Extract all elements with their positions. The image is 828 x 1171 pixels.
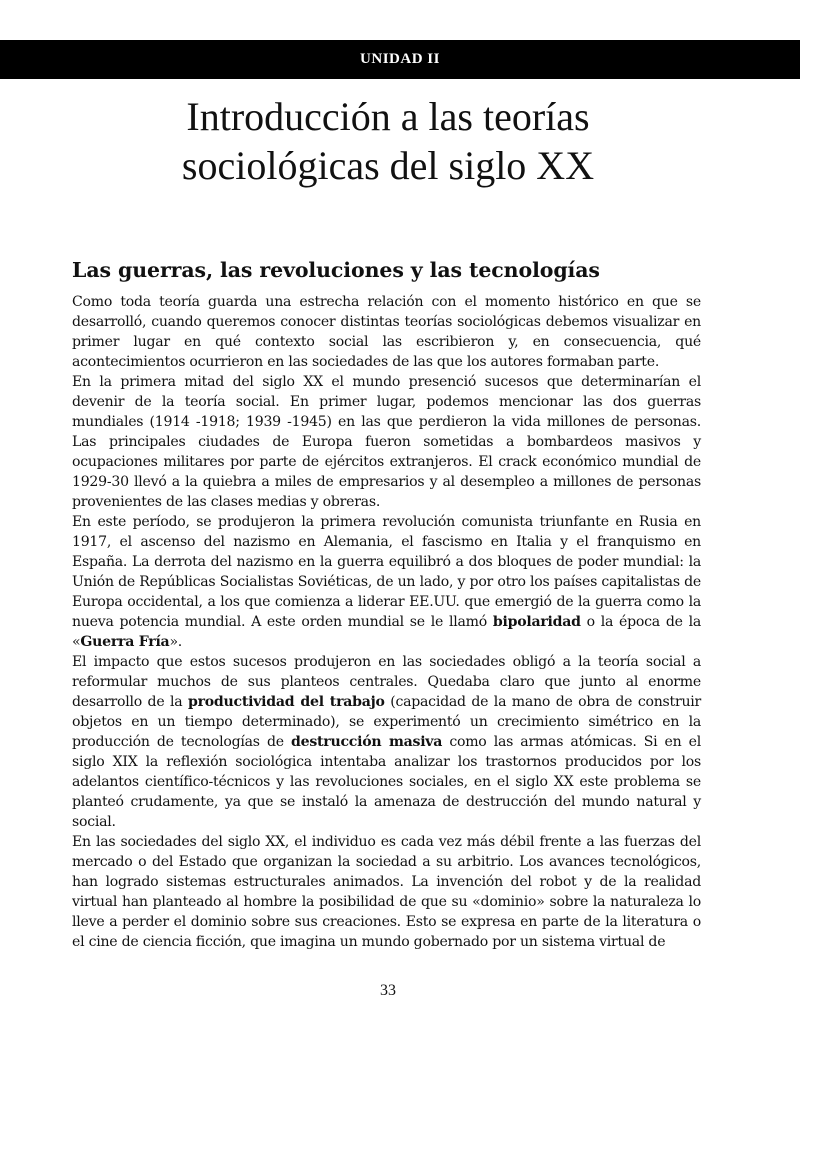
paragraph-3-text-b: o la época de la «	[72, 614, 701, 650]
page-number: 33	[380, 982, 396, 999]
paragraph-3-text-c: ».	[169, 634, 183, 650]
unit-header-bar	[0, 40, 800, 79]
paragraph-4-text-c: como las armas atómicas. Si en el siglo XIX la reflexión sociológica intentaba analizar los trastornos producidos por los adelantos científico-técnicos y las revoluciones sociales, en el siglo XX este problema se planteó crudamente, ya que se instaló la amenaza de destrucción del mundo natural y social.	[72, 734, 702, 830]
paragraph-2: En la primera mitad del siglo XX el mundo presenció sucesos que determinarían el devenir de la teoría social. En primer lugar, podemos mencionar las dos guerras mundiales (1914 -1918; 1939 -1945) en las que perdieron la vida millones de personas. Las principales ciudades de Europa fueron sometidas a bombardeos masivos y ocupaciones militares por parte de ejércitos extranjeros. El crack económico mundial de 1929-30 llevó a la quiebra a miles de empresarios y al desempleo a millones de personas provenientes de las clases medias y obreras.	[72, 374, 701, 510]
unit-label: UNIDAD II	[360, 51, 440, 67]
chapter-title-line-2: sociológicas del siglo XX	[181, 143, 595, 188]
body-text	[72, 292, 701, 952]
chapter-title	[0, 92, 776, 190]
paragraph-4-text-a: El impacto que estos sucesos produjeron en las sociedades obligó a la teoría social a reformular muchos de sus planteos centrales. Quedaba claro que junto al enorme desarrollo de la	[72, 654, 701, 710]
paragraph-4	[72, 652, 701, 832]
paragraph-5: En las sociedades del siglo XX, el individuo es cada vez más débil frente a las fuerzas del mercado o del Estado que organizan la sociedad a su arbitrio. Los avances tecnológicos, han logrado sistemas estructurales animados. La invención del robot y de la realidad virtual han planteado al hombre la posibilidad de que su «dominio» sobre la naturaleza lo lleve a perder el dominio sobre sus creaciones. Esto se expresa en parte de la literatura o el cine de ciencia ficción, que imagina un mundo gobernado por un sistema virtual de	[72, 834, 701, 950]
term-productividad-del-trabajo: productividad del trabajo	[188, 694, 385, 710]
paragraph-3-text-a: En este período, se produjeron la primera revolución comunista triunfante en Rusia en 1917, el ascenso del nazismo en Alemania, el fascismo en Italia y el franquismo en España. La derrota del nazismo en la guerra equilibró a dos bloques de poder mundial: la Unión de Repúblicas Socialistas Soviéticas, de un lado, y por otro los países capitalistas de Europa occidental, a los que comienza a liderar EE.UU. que emergió de la guerra como la nueva potencia mundial. A este orden mundial se le llamó	[72, 514, 701, 630]
term-destruccion-masiva: destrucción masiva	[291, 734, 443, 750]
term-guerra-fria: Guerra Fría	[80, 634, 170, 650]
section-heading: Las guerras, las revoluciones y las tecnologías	[72, 258, 600, 282]
paragraph-1: Como toda teoría guarda una estrecha relación con el momento histórico en que se desarrolló, cuando queremos conocer distintas teorías sociológicas debemos visualizar en primer lugar en qué contexto social las escribieron y, en consecuencia, qué acontecimientos ocurrieron en las sociedades de las que los autores formaban parte.	[72, 294, 701, 370]
paragraph-3	[72, 512, 701, 652]
chapter-title-line-1: Introducción a las teorías	[186, 94, 590, 139]
term-bipolaridad: bipolaridad	[492, 614, 581, 630]
paragraph-4-text-b: (capacidad de la mano de obra de construir objetos en un tiempo determinado), se experimentó un crecimiento simétrico en la producción de tecnologías de	[72, 694, 702, 750]
